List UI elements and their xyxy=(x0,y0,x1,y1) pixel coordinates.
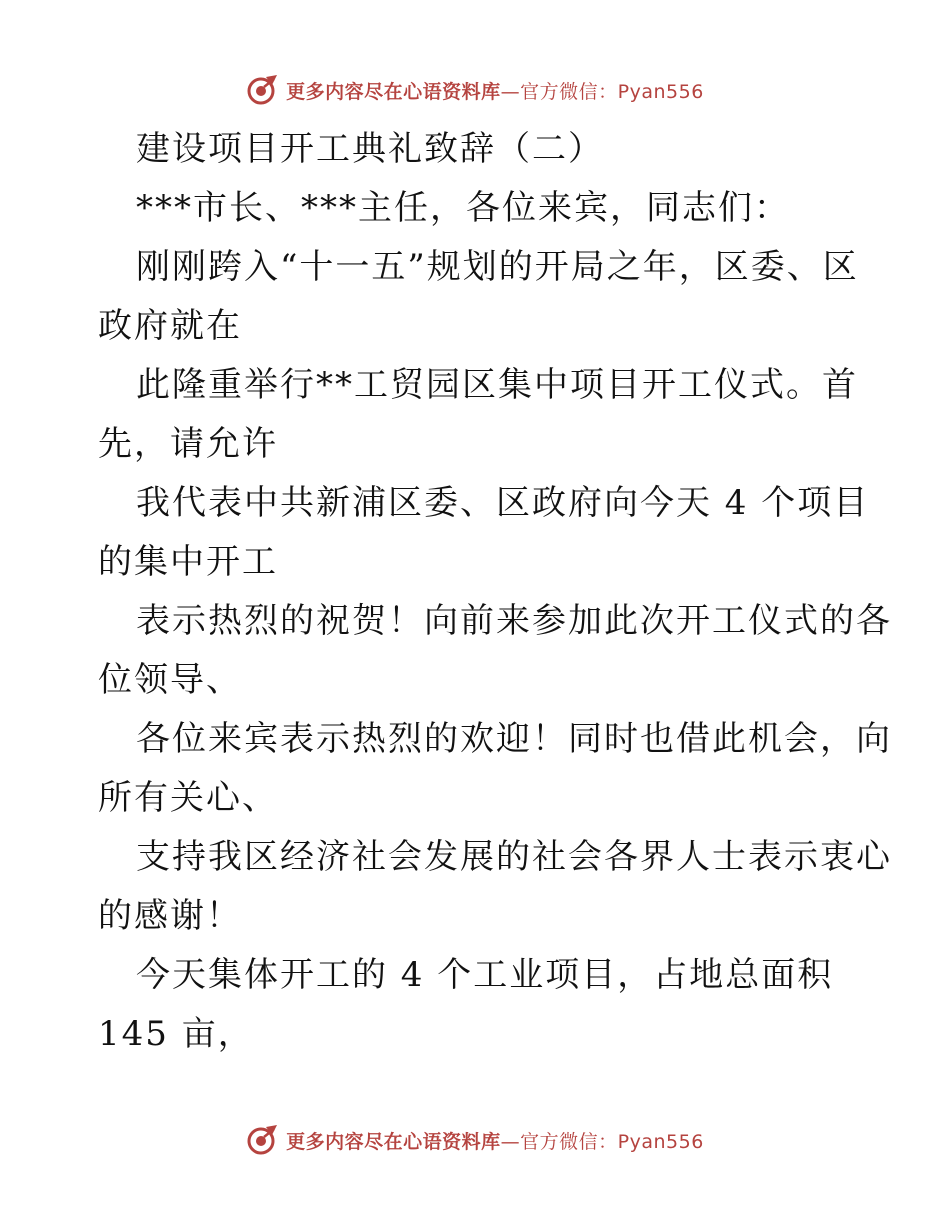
text-line: 表示热烈的祝贺！向前来参加此次开工仪式的各 xyxy=(136,601,892,641)
document-body xyxy=(98,120,892,1064)
header-watermark xyxy=(0,70,950,110)
text-line: 各位来宾表示热烈的欢迎！同时也借此机会，向 xyxy=(136,719,892,759)
text-line: 位领导、 xyxy=(98,660,242,700)
watermark-text xyxy=(286,1127,704,1154)
watermark-contact: 官方微信：Pyan556 xyxy=(520,1130,704,1153)
text-line: 145 亩， xyxy=(98,1014,254,1054)
text-line: 刚刚跨入“十一五”规划的开局之年，区委、区 xyxy=(136,247,859,287)
brand-logo-icon xyxy=(246,73,280,107)
watermark-brand: 更多内容尽在心语资料库 xyxy=(286,1130,501,1153)
text-line: 此隆重举行**工贸园区集中项目开工仪式。首 xyxy=(136,365,858,405)
brand-logo-icon xyxy=(246,1123,280,1157)
watermark-text xyxy=(286,77,704,104)
watermark-separator: — xyxy=(500,80,521,103)
document-title: 建设项目开工典礼致辞（二） xyxy=(136,129,604,169)
text-line: 先，请允许 xyxy=(98,424,278,464)
text-line: 的集中开工 xyxy=(98,542,278,582)
footer-watermark xyxy=(0,1120,950,1160)
text-line: 政府就在 xyxy=(98,306,242,346)
text-line: 的感谢！ xyxy=(98,896,242,936)
text-line: 我代表中共新浦区委、区政府向今天 4 个项目 xyxy=(136,483,870,523)
text-line: 所有关心、 xyxy=(98,778,278,818)
watermark-contact: 官方微信：Pyan556 xyxy=(520,80,704,103)
watermark-separator: — xyxy=(500,1130,521,1153)
watermark-brand: 更多内容尽在心语资料库 xyxy=(286,80,501,103)
text-line: 支持我区经济社会发展的社会各界人士表示衷心 xyxy=(136,837,892,877)
text-line: 今天集体开工的 4 个工业项目，占地总面积 xyxy=(136,955,834,995)
salutation-line: ***市长、***主任，各位来宾，同志们： xyxy=(136,188,790,228)
